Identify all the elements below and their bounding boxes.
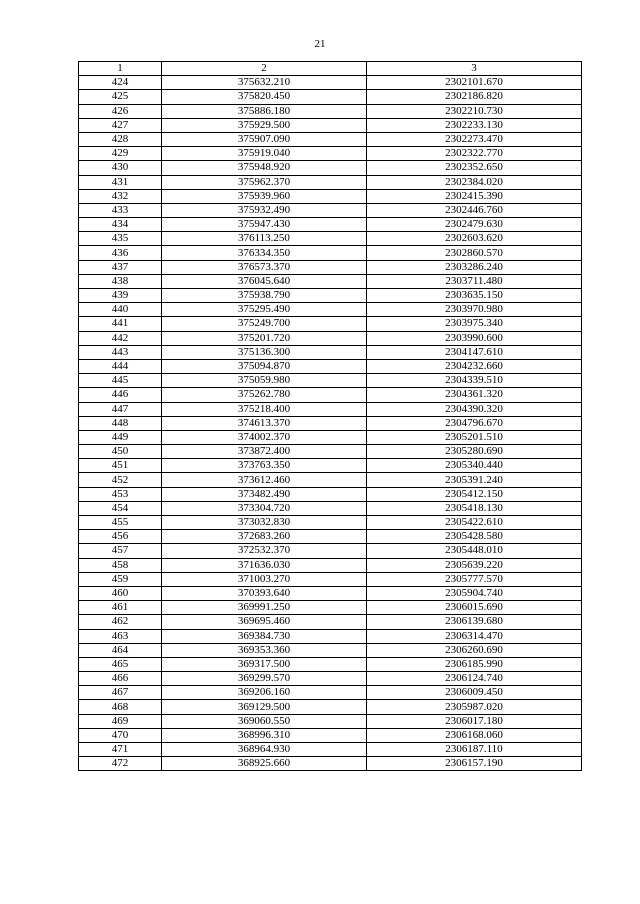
x-coordinate-cell: 375919.040 xyxy=(162,147,367,161)
y-coordinate-cell: 2305280.690 xyxy=(367,445,582,459)
point-number-cell: 428 xyxy=(79,132,162,146)
x-coordinate-cell: 369060.550 xyxy=(162,714,367,728)
point-number-cell: 464 xyxy=(79,643,162,657)
y-coordinate-cell: 2305340.440 xyxy=(367,459,582,473)
x-coordinate-cell: 373763.350 xyxy=(162,459,367,473)
x-coordinate-cell: 369317.500 xyxy=(162,657,367,671)
y-coordinate-cell: 2305418.130 xyxy=(367,501,582,515)
x-coordinate-cell: 368964.930 xyxy=(162,743,367,757)
table-row xyxy=(79,544,582,558)
table-row xyxy=(79,516,582,530)
table-row xyxy=(79,672,582,686)
point-number-cell: 432 xyxy=(79,189,162,203)
header-col-2: 2 xyxy=(162,62,367,76)
x-coordinate-cell: 375820.450 xyxy=(162,90,367,104)
x-coordinate-cell: 372532.370 xyxy=(162,544,367,558)
table-row xyxy=(79,374,582,388)
point-number-cell: 470 xyxy=(79,728,162,742)
y-coordinate-cell: 2302273.470 xyxy=(367,132,582,146)
point-number-cell: 465 xyxy=(79,657,162,671)
header-col-3: 3 xyxy=(367,62,582,76)
x-coordinate-cell: 375948.920 xyxy=(162,161,367,175)
point-number-cell: 446 xyxy=(79,388,162,402)
point-number-cell: 459 xyxy=(79,572,162,586)
y-coordinate-cell: 2306139.680 xyxy=(367,615,582,629)
point-number-cell: 438 xyxy=(79,274,162,288)
table-row xyxy=(79,232,582,246)
point-number-cell: 437 xyxy=(79,260,162,274)
y-coordinate-cell: 2303635.150 xyxy=(367,289,582,303)
point-number-cell: 442 xyxy=(79,331,162,345)
point-number-cell: 461 xyxy=(79,601,162,615)
y-coordinate-cell: 2304361.320 xyxy=(367,388,582,402)
page-number: 21 xyxy=(314,38,326,50)
x-coordinate-cell: 373612.460 xyxy=(162,473,367,487)
point-number-cell: 435 xyxy=(79,232,162,246)
x-coordinate-cell: 375201.720 xyxy=(162,331,367,345)
point-number-cell: 462 xyxy=(79,615,162,629)
y-coordinate-cell: 2305639.220 xyxy=(367,558,582,572)
point-number-cell: 455 xyxy=(79,516,162,530)
y-coordinate-cell: 2306168.060 xyxy=(367,728,582,742)
y-coordinate-cell: 2305422.610 xyxy=(367,516,582,530)
y-coordinate-cell: 2304339.510 xyxy=(367,374,582,388)
y-coordinate-cell: 2303975.340 xyxy=(367,317,582,331)
y-coordinate-cell: 2306157.190 xyxy=(367,757,582,771)
point-number-cell: 457 xyxy=(79,544,162,558)
table-row xyxy=(79,274,582,288)
y-coordinate-cell: 2303711.480 xyxy=(367,274,582,288)
x-coordinate-cell: 373482.490 xyxy=(162,487,367,501)
y-coordinate-cell: 2305201.510 xyxy=(367,430,582,444)
point-number-cell: 458 xyxy=(79,558,162,572)
point-number-cell: 451 xyxy=(79,459,162,473)
x-coordinate-cell: 369384.730 xyxy=(162,629,367,643)
y-coordinate-cell: 2304796.670 xyxy=(367,416,582,430)
point-number-cell: 450 xyxy=(79,445,162,459)
coordinates-table xyxy=(78,61,582,771)
x-coordinate-cell: 372683.260 xyxy=(162,530,367,544)
table-row xyxy=(79,601,582,615)
x-coordinate-cell: 375907.090 xyxy=(162,132,367,146)
point-number-cell: 468 xyxy=(79,700,162,714)
x-coordinate-cell: 375136.300 xyxy=(162,345,367,359)
table-row xyxy=(79,246,582,260)
point-number-cell: 469 xyxy=(79,714,162,728)
x-coordinate-cell: 376045.640 xyxy=(162,274,367,288)
x-coordinate-cell: 371003.270 xyxy=(162,572,367,586)
point-number-cell: 427 xyxy=(79,118,162,132)
table-row xyxy=(79,615,582,629)
table-row xyxy=(79,402,582,416)
point-number-cell: 430 xyxy=(79,161,162,175)
point-number-cell: 424 xyxy=(79,76,162,90)
table-row xyxy=(79,303,582,317)
x-coordinate-cell: 375632.210 xyxy=(162,76,367,90)
x-coordinate-cell: 375059.980 xyxy=(162,374,367,388)
point-number-cell: 471 xyxy=(79,743,162,757)
table-row xyxy=(79,345,582,359)
y-coordinate-cell: 2306260.690 xyxy=(367,643,582,657)
y-coordinate-cell: 2304232.660 xyxy=(367,359,582,373)
point-number-cell: 433 xyxy=(79,203,162,217)
table-row xyxy=(79,260,582,274)
x-coordinate-cell: 375295.490 xyxy=(162,303,367,317)
x-coordinate-cell: 376334.350 xyxy=(162,246,367,260)
y-coordinate-cell: 2304147.610 xyxy=(367,345,582,359)
y-coordinate-cell: 2306314.470 xyxy=(367,629,582,643)
table-row xyxy=(79,104,582,118)
table-row xyxy=(79,629,582,643)
point-number-cell: 434 xyxy=(79,218,162,232)
x-coordinate-cell: 369695.460 xyxy=(162,615,367,629)
table-row xyxy=(79,700,582,714)
y-coordinate-cell: 2305777.570 xyxy=(367,572,582,586)
x-coordinate-cell: 375938.790 xyxy=(162,289,367,303)
x-coordinate-cell: 373032.830 xyxy=(162,516,367,530)
table-row xyxy=(79,203,582,217)
x-coordinate-cell: 375939.960 xyxy=(162,189,367,203)
y-coordinate-cell: 2304390.320 xyxy=(367,402,582,416)
table-row xyxy=(79,445,582,459)
table-row xyxy=(79,317,582,331)
point-number-cell: 466 xyxy=(79,672,162,686)
y-coordinate-cell: 2303990.600 xyxy=(367,331,582,345)
point-number-cell: 460 xyxy=(79,586,162,600)
y-coordinate-cell: 2305428.580 xyxy=(367,530,582,544)
table-row xyxy=(79,686,582,700)
table-row xyxy=(79,218,582,232)
x-coordinate-cell: 376573.370 xyxy=(162,260,367,274)
table-row xyxy=(79,459,582,473)
x-coordinate-cell: 376113.250 xyxy=(162,232,367,246)
table-row xyxy=(79,331,582,345)
x-coordinate-cell: 374002.370 xyxy=(162,430,367,444)
table-header-row xyxy=(79,62,582,76)
y-coordinate-cell: 2302352.650 xyxy=(367,161,582,175)
table-row xyxy=(79,189,582,203)
y-coordinate-cell: 2302415.390 xyxy=(367,189,582,203)
x-coordinate-cell: 369991.250 xyxy=(162,601,367,615)
point-number-cell: 472 xyxy=(79,757,162,771)
point-number-cell: 454 xyxy=(79,501,162,515)
x-coordinate-cell: 375094.870 xyxy=(162,359,367,373)
y-coordinate-cell: 2303286.240 xyxy=(367,260,582,274)
table-row xyxy=(79,757,582,771)
x-coordinate-cell: 368925.660 xyxy=(162,757,367,771)
point-number-cell: 444 xyxy=(79,359,162,373)
y-coordinate-cell: 2305391.240 xyxy=(367,473,582,487)
y-coordinate-cell: 2306015.690 xyxy=(367,601,582,615)
y-coordinate-cell: 2302384.020 xyxy=(367,175,582,189)
y-coordinate-cell: 2302446.760 xyxy=(367,203,582,217)
y-coordinate-cell: 2306017.180 xyxy=(367,714,582,728)
x-coordinate-cell: 370393.640 xyxy=(162,586,367,600)
table-row xyxy=(79,430,582,444)
y-coordinate-cell: 2306124.740 xyxy=(367,672,582,686)
table-row xyxy=(79,90,582,104)
point-number-cell: 439 xyxy=(79,289,162,303)
x-coordinate-cell: 369206.160 xyxy=(162,686,367,700)
table-row xyxy=(79,76,582,90)
table-row xyxy=(79,657,582,671)
y-coordinate-cell: 2302479.630 xyxy=(367,218,582,232)
x-coordinate-cell: 368996.310 xyxy=(162,728,367,742)
table-row xyxy=(79,558,582,572)
x-coordinate-cell: 375218.400 xyxy=(162,402,367,416)
header-col-1: 1 xyxy=(79,62,162,76)
y-coordinate-cell: 2302186.820 xyxy=(367,90,582,104)
table-body xyxy=(79,76,582,771)
y-coordinate-cell: 2305987.020 xyxy=(367,700,582,714)
x-coordinate-cell: 371636.030 xyxy=(162,558,367,572)
x-coordinate-cell: 369353.360 xyxy=(162,643,367,657)
table-row xyxy=(79,175,582,189)
table-row xyxy=(79,388,582,402)
x-coordinate-cell: 375262.780 xyxy=(162,388,367,402)
point-number-cell: 452 xyxy=(79,473,162,487)
point-number-cell: 456 xyxy=(79,530,162,544)
point-number-cell: 431 xyxy=(79,175,162,189)
table-row xyxy=(79,359,582,373)
table-row xyxy=(79,530,582,544)
x-coordinate-cell: 369299.570 xyxy=(162,672,367,686)
table-row xyxy=(79,416,582,430)
point-number-cell: 445 xyxy=(79,374,162,388)
x-coordinate-cell: 373304.720 xyxy=(162,501,367,515)
x-coordinate-cell: 374613.370 xyxy=(162,416,367,430)
table-row xyxy=(79,586,582,600)
x-coordinate-cell: 375929.500 xyxy=(162,118,367,132)
point-number-cell: 429 xyxy=(79,147,162,161)
point-number-cell: 447 xyxy=(79,402,162,416)
y-coordinate-cell: 2305412.150 xyxy=(367,487,582,501)
point-number-cell: 443 xyxy=(79,345,162,359)
point-number-cell: 449 xyxy=(79,430,162,444)
y-coordinate-cell: 2305904.740 xyxy=(367,586,582,600)
table-row xyxy=(79,487,582,501)
point-number-cell: 463 xyxy=(79,629,162,643)
y-coordinate-cell: 2306185.990 xyxy=(367,657,582,671)
table-row xyxy=(79,132,582,146)
table-row xyxy=(79,714,582,728)
x-coordinate-cell: 375947.430 xyxy=(162,218,367,232)
point-number-cell: 426 xyxy=(79,104,162,118)
table-row xyxy=(79,728,582,742)
table-row xyxy=(79,118,582,132)
y-coordinate-cell: 2302210.730 xyxy=(367,104,582,118)
point-number-cell: 440 xyxy=(79,303,162,317)
table-row xyxy=(79,501,582,515)
x-coordinate-cell: 375886.180 xyxy=(162,104,367,118)
table-row xyxy=(79,743,582,757)
y-coordinate-cell: 2306187.110 xyxy=(367,743,582,757)
x-coordinate-cell: 375249.700 xyxy=(162,317,367,331)
table-row xyxy=(79,289,582,303)
point-number-cell: 425 xyxy=(79,90,162,104)
y-coordinate-cell: 2302233.130 xyxy=(367,118,582,132)
table-row xyxy=(79,161,582,175)
y-coordinate-cell: 2302322.770 xyxy=(367,147,582,161)
point-number-cell: 448 xyxy=(79,416,162,430)
y-coordinate-cell: 2305448.010 xyxy=(367,544,582,558)
y-coordinate-cell: 2302860.570 xyxy=(367,246,582,260)
x-coordinate-cell: 373872.400 xyxy=(162,445,367,459)
y-coordinate-cell: 2306009.450 xyxy=(367,686,582,700)
y-coordinate-cell: 2302101.670 xyxy=(367,76,582,90)
point-number-cell: 453 xyxy=(79,487,162,501)
x-coordinate-cell: 375932.490 xyxy=(162,203,367,217)
table-row xyxy=(79,572,582,586)
table-row xyxy=(79,643,582,657)
table-row xyxy=(79,473,582,487)
y-coordinate-cell: 2302603.620 xyxy=(367,232,582,246)
y-coordinate-cell: 2303970.980 xyxy=(367,303,582,317)
table-row xyxy=(79,147,582,161)
x-coordinate-cell: 369129.500 xyxy=(162,700,367,714)
point-number-cell: 436 xyxy=(79,246,162,260)
point-number-cell: 467 xyxy=(79,686,162,700)
x-coordinate-cell: 375962.370 xyxy=(162,175,367,189)
point-number-cell: 441 xyxy=(79,317,162,331)
